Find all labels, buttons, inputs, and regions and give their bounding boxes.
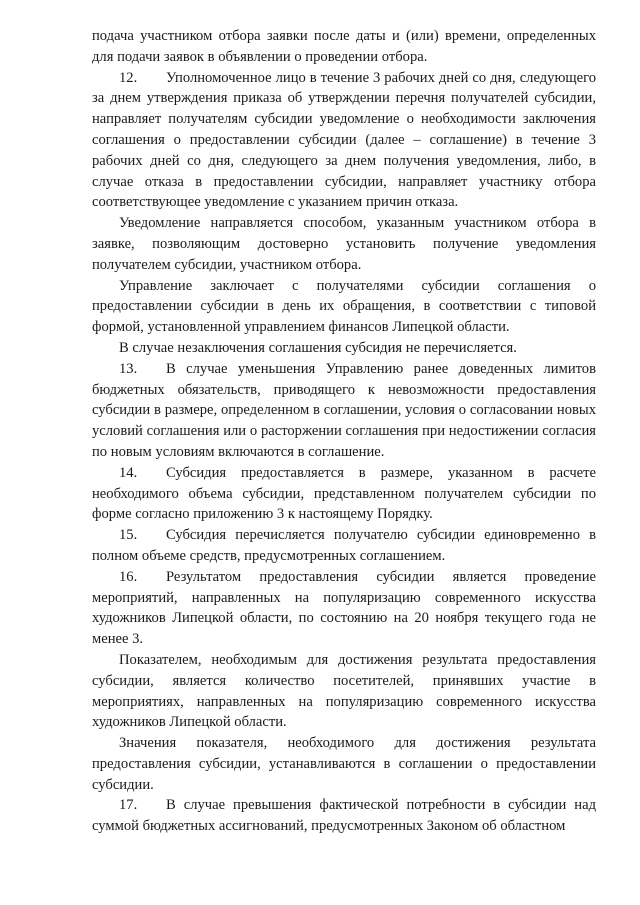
paragraph-text: В случае незаключения соглашения субсидия не перечисляется. [119, 339, 517, 356]
paragraph [92, 733, 596, 795]
paragraph-text: Уведомление направляется способом, указанным участником отбора в заявке, позволяющим достоверно установить получение уведомления получателем субсидии, участником отбора. [92, 215, 596, 273]
item-number: 17. [119, 797, 138, 814]
paragraph [92, 650, 596, 733]
item-number: 13. [119, 360, 138, 377]
paragraph-text: Уполномоченное лицо в течение 3 рабочих дней со дня, следующего за днем утверждения приказа об утверждении перечня получателей субсидии, направляет получателям субсидии уведомление о необходимости заключения соглашения о предоставлении субсидии (далее – соглашение) в течение 3 рабочих дней со дня, следующего за днем получения уведомления, либо, в случае отказа в предоставлении субсидии, направляет участнику отбора соответствующее уведомление с указанием причин отказа. [92, 69, 596, 211]
item-number: 12. [119, 69, 138, 86]
paragraph-text: Показателем, необходимым для достижения результата предоставления субсидии, является количество посетителей, принявших участие в мероприятиях, направленных на популяризацию современного искусства художников Липецкой области. [92, 651, 596, 731]
paragraph [92, 276, 596, 338]
paragraph-text: Субсидия перечисляется получателю субсидии единовременно в полном объеме средств, предусмотренных соглашением. [92, 527, 596, 564]
item-number: 15. [119, 527, 138, 544]
paragraph [92, 338, 596, 359]
paragraph-item-16 [92, 567, 596, 650]
item-number: 16. [119, 568, 138, 585]
paragraph-text: Результатом предоставления субсидии является проведение мероприятий, направленных на популяризацию современного искусства художников Липецкой области, по состоянию на 20 ноября текущего года не менее 3. [92, 568, 596, 648]
paragraph [92, 213, 596, 275]
paragraph-text: Управление заключает с получателями субсидии соглашения о предоставлении субсидии в день их обращения, в соответствии с типовой формой, установленной управлением финансов Липецкой области. [92, 277, 596, 336]
paragraph-text: В случае уменьшения Управлению ранее доведенных лимитов бюджетных обязательств, приводящего к невозможности предоставления субсидии в размере, определенном в соглашении, условия о согласовании новых условий соглашения или о расторжении соглашения при недостижении согласия по новым условиям включаются в соглашение. [92, 360, 596, 460]
paragraph-item-17 [92, 795, 596, 837]
document-page [92, 26, 596, 837]
paragraph-item-14 [92, 463, 596, 525]
paragraph-text: В случае превышения фактической потребности в субсидии над суммой бюджетных ассигнований, предусмотренных Законом об областном [92, 797, 596, 835]
paragraph-item-12 [92, 68, 596, 214]
paragraph-item-13 [92, 359, 596, 463]
paragraph-item-15 [92, 525, 596, 567]
paragraph-continuation [92, 26, 596, 68]
paragraph-text: Субсидия предоставляется в размере, указанном в расчете необходимого объема субсидии, представленном получателем субсидии по форме согласно приложению 3 к настоящему Порядку. [92, 464, 596, 523]
paragraph-text: Значения показателя, необходимого для достижения результата предоставления субсидии, устанавливаются в соглашении о предоставлении субсидии. [92, 735, 596, 793]
item-number: 14. [119, 464, 138, 481]
paragraph-text: подача участником отбора заявки после даты и (или) времени, определенных для подачи заявок в объявлении о проведении отбора. [92, 28, 596, 65]
